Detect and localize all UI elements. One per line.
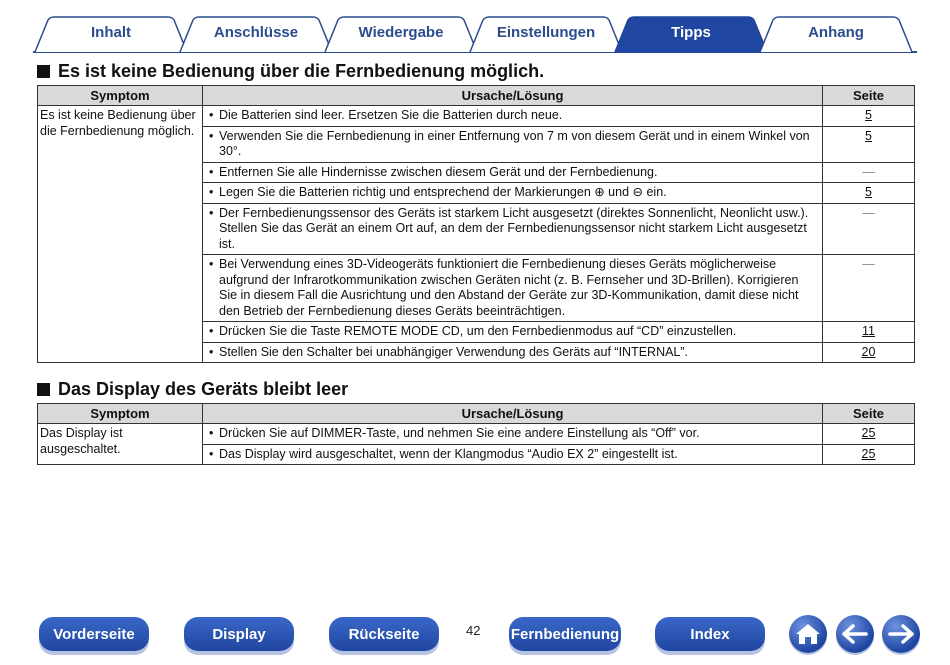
- fernbedienung-button[interactable]: Fernbedienung: [509, 617, 621, 651]
- header-page: Seite: [823, 86, 915, 106]
- page-cell: [823, 162, 915, 183]
- tab-inhalt[interactable]: Inhalt: [91, 24, 131, 41]
- section-title-text: Es ist keine Bedienung über die Fernbedienung möglich.: [58, 61, 545, 81]
- header-cause: Ursache/Lösung: [203, 86, 823, 106]
- header-page: Seite: [823, 404, 915, 424]
- home-button[interactable]: [789, 615, 827, 653]
- cause-cell: • Drücken Sie die Taste REMOTE MODE CD, um den Fernbedienmodus auf “CD” einzustellen.: [203, 322, 823, 343]
- cause-cell: • Das Display wird ausgeschaltet, wenn der Klangmodus “Audio EX 2” eingestellt ist.: [203, 444, 823, 465]
- cause-cell: • Legen Sie die Batterien richtig und entsprechend der Markierungen ⊕ und ⊖ ein.: [203, 183, 823, 204]
- header-symptom: Symptom: [38, 404, 203, 424]
- page-link[interactable]: 5: [865, 185, 872, 199]
- page-link[interactable]: 25: [861, 426, 876, 440]
- page-cell[interactable]: [823, 106, 915, 127]
- page-link[interactable]: 5: [865, 128, 872, 143]
- square-bullet-icon: [37, 383, 50, 396]
- arrow-left-icon: [842, 624, 868, 644]
- table-row: [38, 106, 915, 127]
- rueckseite-button[interactable]: Rückseite: [329, 617, 439, 651]
- tab-einstellungen[interactable]: Einstellungen: [496, 24, 596, 41]
- header-cause: Ursache/Lösung: [203, 404, 823, 424]
- arrow-right-icon: [888, 624, 914, 644]
- page-link[interactable]: 11: [862, 324, 875, 338]
- page-dash: —: [862, 205, 875, 220]
- back-button[interactable]: [836, 615, 874, 653]
- page-cell[interactable]: [823, 444, 915, 465]
- index-button[interactable]: Index: [655, 617, 765, 651]
- tab-anschluesse[interactable]: Anschlüsse: [213, 24, 299, 41]
- tab-anhang[interactable]: Anhang: [808, 24, 864, 41]
- section-title-text: Das Display des Geräts bleibt leer: [58, 379, 349, 399]
- cause-cell: • Stellen Sie den Schalter bei unabhängiger Verwendung des Geräts auf “INTERNAL”.: [203, 342, 823, 363]
- symptom-cell: Es ist keine Bedienung über die Fernbedienung möglich.: [38, 106, 203, 363]
- table-row: [38, 424, 915, 445]
- cause-cell: • Verwenden Sie die Fernbedienung in einer Entfernung von 7 m von diesem Gerät und in einem Winkel von 30°.: [203, 126, 823, 162]
- forward-button[interactable]: [882, 615, 920, 653]
- page-cell[interactable]: [823, 342, 915, 363]
- troubleshooting-table-remote: [37, 85, 915, 363]
- cause-cell: • Entfernen Sie alle Hindernisse zwischen diesem Gerät und der Fernbedienung.: [203, 162, 823, 183]
- section-title-remote: [37, 61, 544, 82]
- troubleshooting-table-display: [37, 403, 915, 465]
- page-link[interactable]: 5: [865, 108, 872, 122]
- table-header-row: [38, 404, 915, 424]
- header-symptom: Symptom: [38, 86, 203, 106]
- page-dash: —: [862, 257, 875, 271]
- display-button[interactable]: Display: [184, 617, 294, 651]
- tab-tipps[interactable]: Tipps: [671, 24, 711, 41]
- tab-wiedergabe[interactable]: Wiedergabe: [358, 24, 444, 41]
- symptom-cell: Das Display ist ausgeschaltet.: [38, 424, 203, 465]
- page-cell: [823, 255, 915, 322]
- table-header-row: [38, 86, 915, 106]
- page-link[interactable]: 20: [861, 344, 876, 359]
- page-number: 42: [466, 623, 481, 638]
- vorderseite-button[interactable]: Vorderseite: [39, 617, 149, 651]
- page-link[interactable]: 25: [861, 446, 876, 461]
- cause-cell: • Drücken Sie auf DIMMER-Taste, und nehmen Sie eine andere Einstellung als “Off” vor.: [203, 424, 823, 445]
- page-dash: —: [862, 164, 875, 179]
- page-cell[interactable]: [823, 424, 915, 445]
- page-cell[interactable]: [823, 322, 915, 343]
- page-cell[interactable]: [823, 126, 915, 162]
- page-cell[interactable]: [823, 183, 915, 204]
- section-title-display: [37, 379, 348, 400]
- cause-cell: • Die Batterien sind leer. Ersetzen Sie die Batterien durch neue.: [203, 106, 823, 127]
- page-cell: [823, 203, 915, 255]
- square-bullet-icon: [37, 65, 50, 78]
- cause-cell: • Bei Verwendung eines 3D-Videogeräts funktioniert die Fernbedienung dieses Geräts möglicherweise aufgrund der Infrarotkommunikation zwischen Geräten nicht (z. B. Fernseher und 3D-Brillen). Korrigieren Sie in diesem Fall die Ausrichtung und den Abstand der Geräte zur 3D-Kommunikation, damit diese nicht den Betrieb der Fernbedienung dieses Geräts beeinträchtigen.: [203, 255, 823, 322]
- cause-cell: • Der Fernbedienungssensor des Geräts ist starkem Licht ausgesetzt (direktes Sonnenlicht, Neonlicht usw.). Stellen Sie das Gerät an einem Ort auf, an dem der Fernbedienungssensor nicht starkem Licht ausgesetzt ist.: [203, 203, 823, 255]
- home-icon: [795, 622, 821, 646]
- tab-bar: [0, 0, 950, 56]
